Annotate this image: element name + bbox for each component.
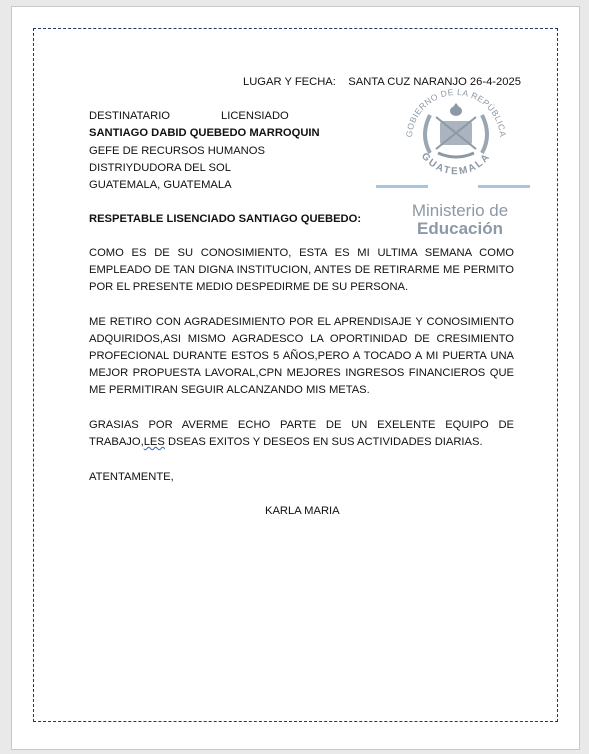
recipient-location: GUATEMALA, GUATEMALA — [89, 179, 232, 191]
recipient-position: GEFE DE RECURSOS HUMANOS — [89, 145, 265, 157]
date-label: LUGAR Y FECHA: — [243, 76, 336, 88]
seal-bottom-text: GUATEMALA — [418, 150, 494, 178]
seal-top-text: GOBIERNO DE LA REPÚBLICA — [403, 86, 509, 138]
recipient-name: SANTIAGO DABID QUEBEDO MARROQUIN — [89, 127, 320, 139]
recipient-title: LICENSIADO — [221, 110, 289, 122]
recipient-company: DISTRIYDUDORA DEL SOL — [89, 162, 231, 174]
signature-name: KARLA MARIA — [265, 505, 340, 517]
ministry-line1: Ministerio de — [411, 201, 509, 220]
watermark-line-left — [376, 185, 428, 188]
watermark-line-right — [478, 185, 530, 188]
date-line — [243, 75, 521, 89]
greeting: RESPETABLE LISENCIADO SANTIAGO QUEBEDO: — [89, 213, 362, 225]
document-page — [11, 6, 580, 750]
spellcheck-flagged-word[interactable]: LES — [143, 436, 165, 448]
paragraph-2: ME RETIRO CON AGRADESIMIENTO POR EL APRENDISAJE Y CONOSIMIENTO ADQUIRIDOS,ASI MISMO AGRADESCO LA OPORTINIDAD DE CRESIMIENTO PROFECIONAL DURANTE ESTOS 5 AÑOS,PERO A TOCADO A MI PUERTA UNA MEJOR PROPUESTA LAVORAL,CPN MEJORES INGRESOS FINANCIEROS QUE ME PERMITIRAN SEGUIR ALCANZANDO MIS METAS. — [89, 316, 514, 396]
guatemala-seal-icon — [396, 83, 516, 195]
svg-text:GUATEMALA — [419, 151, 493, 177]
paragraph-1: COMO ES DE SU CONOSIMIENTO, ESTA ES MI ULTIMA SEMANA COMO EMPLEADO DE TAN DIGNA INSTITUCION, ANTES DE RETIRARME ME PERMITO POR EL PRESENTE MEDIO DESPEDIRME DE SU PERSONA. — [89, 247, 514, 293]
ministry-watermark — [390, 202, 530, 238]
date-value: SANTA CUZ NARANJO 26-4-2025 — [348, 76, 521, 88]
paragraph-3-end: DSEAS EXITOS Y DESEOS EN SUS ACTIVIDADES DIARIAS. — [164, 436, 483, 448]
destinatario-label: DESTINATARIO — [89, 110, 171, 122]
ministry-line2: Educación — [417, 219, 503, 238]
paragraph-3 — [89, 417, 514, 451]
paragraph-3-start: GRASIAS POR AVERME ECHO PARTE DE UN EXELENTE EQUIPO DE TRABAJO, — [89, 419, 514, 448]
closing: ATENTAMENTE, — [89, 471, 174, 483]
